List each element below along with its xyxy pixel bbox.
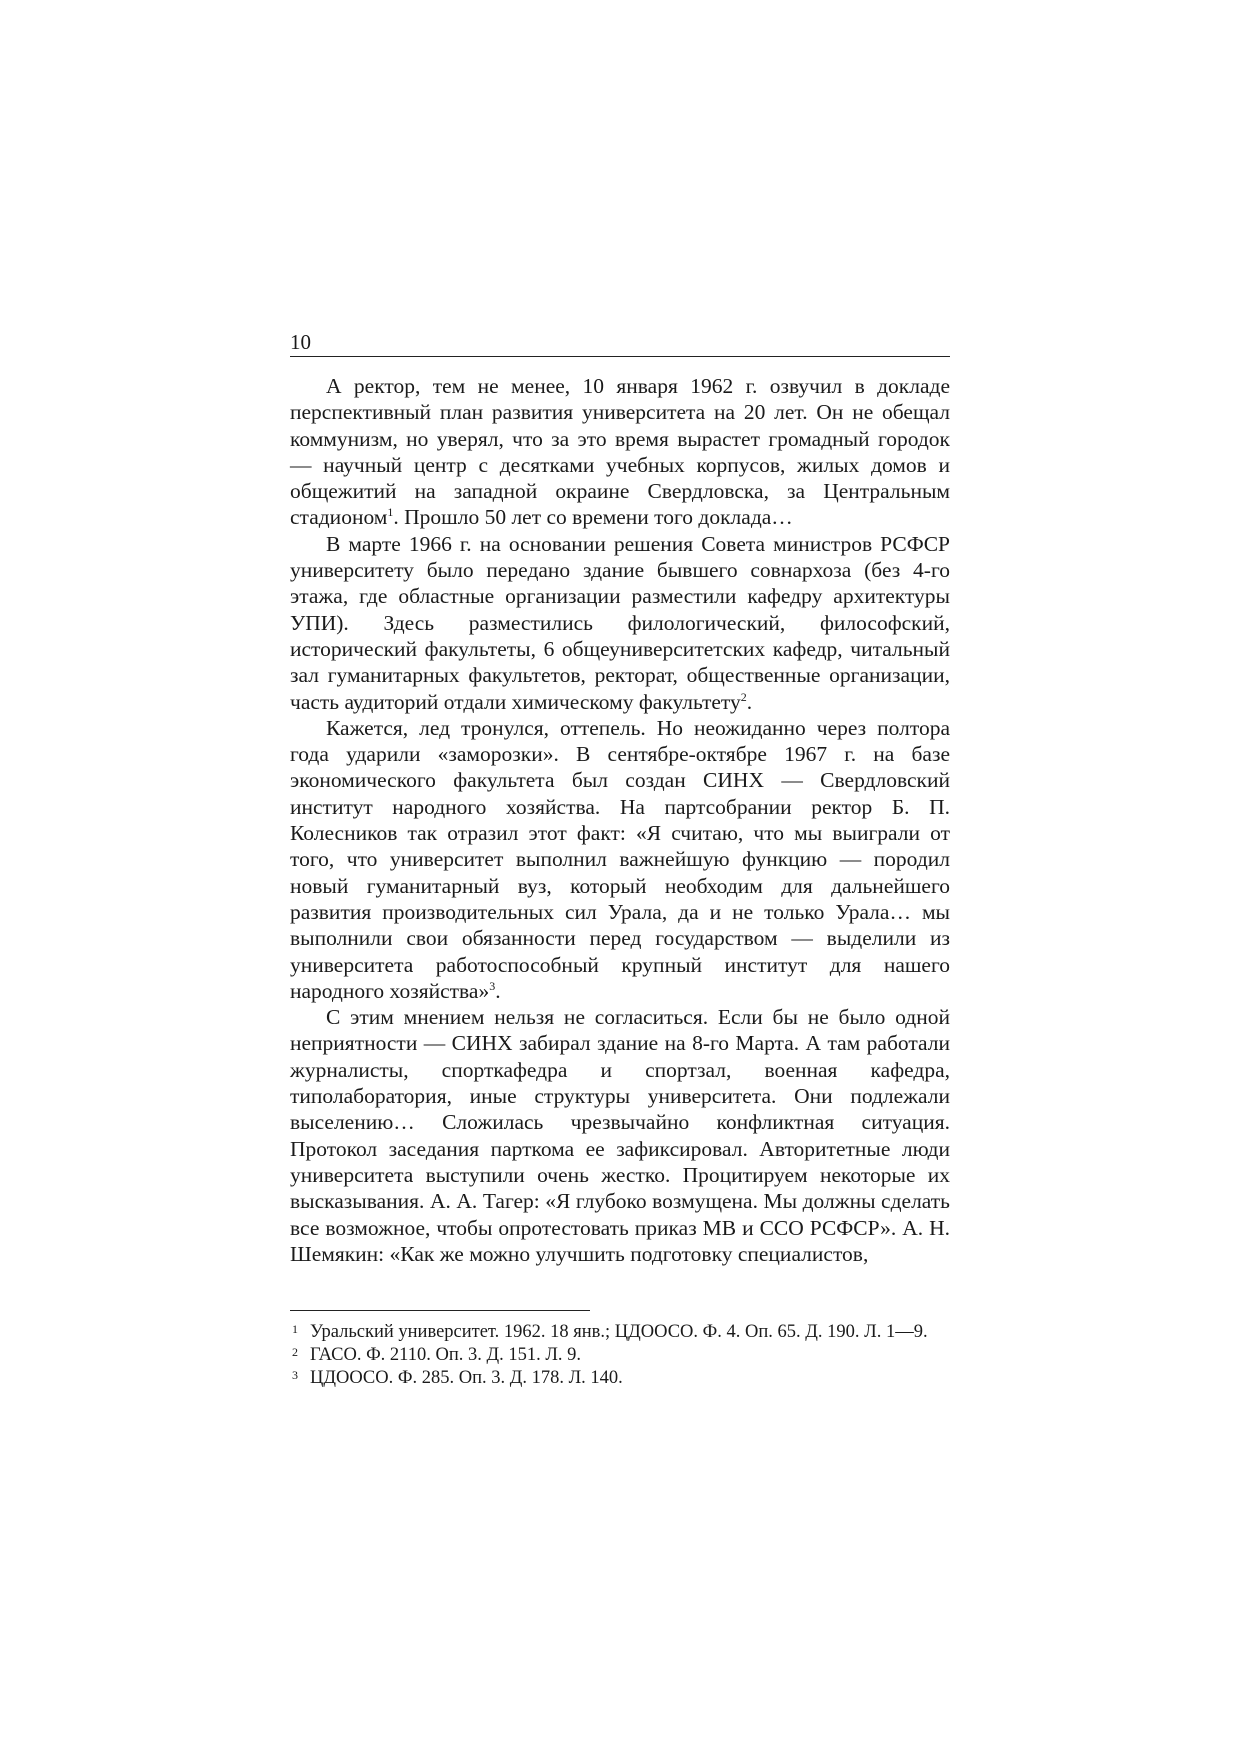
footnote [290,1344,950,1367]
page-content [290,330,950,1390]
footnote-ref: 2 [740,689,747,704]
footnote-mark: 2 [292,1345,298,1360]
paragraph: В марте 1966 г. на основании решения Совета министров РСФСР университету было передано здание бывшего совнархоза (без 4-го этажа, где областные организации разместили кафедру архитектуры УПИ). Здесь разместились филологический, философский, исторический факультеты, 6 общеуниверситетских кафедр, читальный зал гуманитарных факультетов, ректорат, общественные организации, часть аудиторий отдали химическому факультету$^2$. [290,531,950,714]
page-number: 10 [290,330,311,354]
footnotes [290,1321,950,1390]
body-text [290,373,950,1267]
page-header [290,330,950,357]
footnote-ref: 1 [387,505,394,520]
paragraph: А ректор, тем не менее, 10 января 1962 г. озвучил в докладе перспективный план развития университета на 20 лет. Он не обещал коммунизм, но уверял, что за это время вырастет громадный городок — научный центр с десятками учебных корпусов, жилых домов и общежитий на западной окраине Свердловска, за Центральным стадионом$^1$. Прошло 50 лет со времени того доклада… [290,374,950,530]
footnote-text: ЦДООСО. Ф. 285. Оп. 3. Д. 178. Л. 140. [310,1368,623,1389]
footnote-mark: 1 [292,1322,298,1337]
paragraph: С этим мнением нельзя не согласиться. Если бы не было одной неприятности — СИНХ забирал здание на 8-го Марта. А там работали журналисты, спорткафедра и спортзал, военная кафедра, типолаборатория, иные структуры университета. Они подлежали выселению… Сложилась чрезвычайно конфликтная ситуация. Протокол заседания парткома ее зафиксировал. Авторитетные люди университета выступили очень жестко. Процитируем некоторые их высказывания. А. А. Тагер: «Я глубоко возмущена. Мы должны сделать все возможное, чтобы опротестовать приказ МВ и ССО РСФСР». А. Н. Шемякин: «Как же можно улучшить подготовку специалистов, [290,1005,950,1266]
footnote-text: Уральский университет. 1962. 18 янв.; ЦДООСО. Ф. 4. Оп. 65. Д. 190. Л. 1—9. [310,1322,928,1343]
footnote-separator [290,1310,590,1311]
footnote-mark: 3 [292,1368,298,1383]
footnote [290,1321,950,1344]
footnote-text: ГАСО. Ф. 2110. Оп. 3. Д. 151. Л. 9. [310,1345,582,1366]
footnote [290,1367,950,1390]
paragraph: Кажется, лед тронулся, оттепель. Но неожиданно через полтора года ударили «заморозки». В сентябре-октябре 1967 г. на базе экономического факультета был создан СИНХ — Свердловский институт народного хозяйства. На партсобрании ректор Б. П. Колесников так отразил этот факт: «Я считаю, что мы выиграли от того, что университет выполнил важнейшую функцию — породил новый гуманитарный вуз, который необходим для дальнейшего развития производительных сил Урала, да и не только Урала… мы выполнили свои обязанности перед государством — выделили из университета работоспособный крупный институт для нашего народного хозяйства»$^3$. [290,715,950,1003]
footnote-ref: 3 [489,978,496,993]
